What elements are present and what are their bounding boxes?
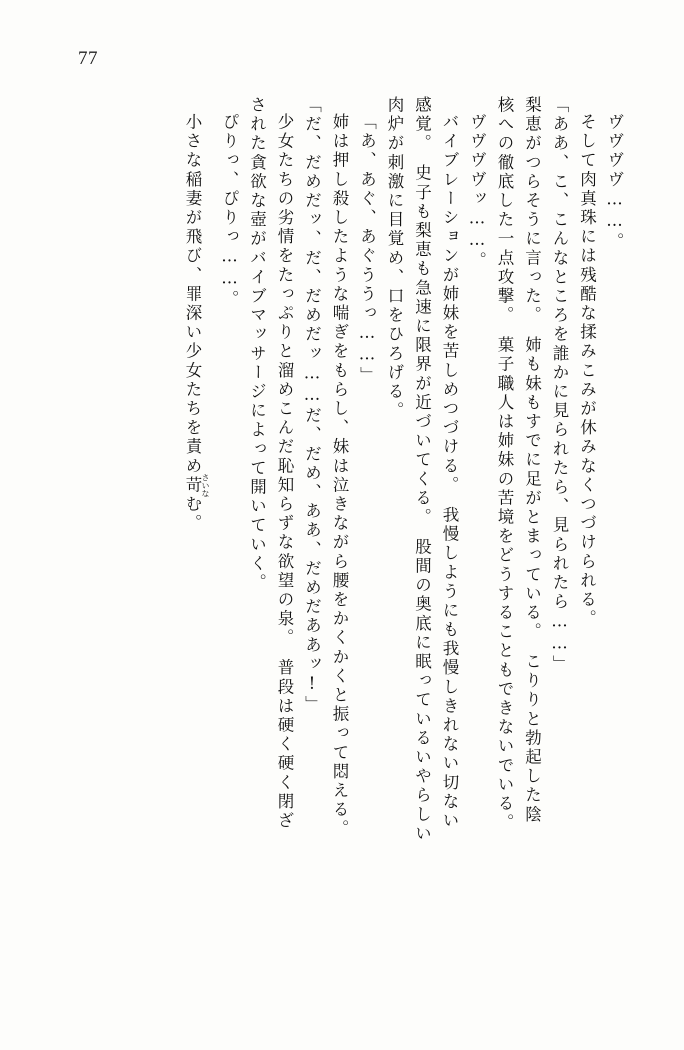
text-line: 感覚。 史子も梨恵も急速に限界が近づいてくる。 股間の奥底に眠っているいやらしい <box>412 96 432 844</box>
text-line: 梨恵がつらそうに言った。 姉も妹もすでに足がとまっている。 こりりと勃起した陰 <box>522 96 542 825</box>
text-line: 「ああ、こ、こんなところを誰かに見られたら、見られたら……」 <box>550 96 569 674</box>
text-line: バイブレーションが姉妹を苦しめつづける。 我慢しようにも我慢しきれない切ない <box>440 113 459 831</box>
text-line: ヴヴヴヴ……。 <box>605 113 624 252</box>
text-line: 「だ、だめだッ、だ、だめだッ……だ、だめ、ああ、だめだああッ!」 <box>302 96 322 715</box>
text-line: そして肉真珠には残酷な揉みこみが休みなくつづけられる。 <box>577 113 597 629</box>
text-line: 肉炉が刺激に目覚め、口をひろげる。 <box>385 96 404 421</box>
text-line: 小さな稲妻が飛び、罪深い少女たちを責め苛 さいなむ。 <box>183 113 210 534</box>
vertical-text-body <box>62 96 622 976</box>
text-line: 「あ、あぐ、あぐううっ……」 <box>357 113 377 386</box>
text-line: 核への徹底した一点攻撃。 菓子職人は姉妹の苦境をどうすることもできないでいる。 <box>495 96 514 833</box>
text-line: された貪欲な壺がバイブマッサージによって開いていく。 <box>247 96 267 593</box>
text-line: 少女たちの劣情をたっぷりと溜めこんだ恥知らずな欲望の泉。 普段は硬く硬く閉ざ <box>275 113 294 831</box>
text-line: ぴりっ、ぴりっ……。 <box>220 113 239 309</box>
text-line: 姉は押し殺したような喘ぎをもらし、妹は泣きながら腰をかくかくと振って悶える。 <box>330 113 349 839</box>
page-number: 77 <box>78 48 98 69</box>
text-line: ヴヴヴヴッ……。 <box>467 113 487 271</box>
